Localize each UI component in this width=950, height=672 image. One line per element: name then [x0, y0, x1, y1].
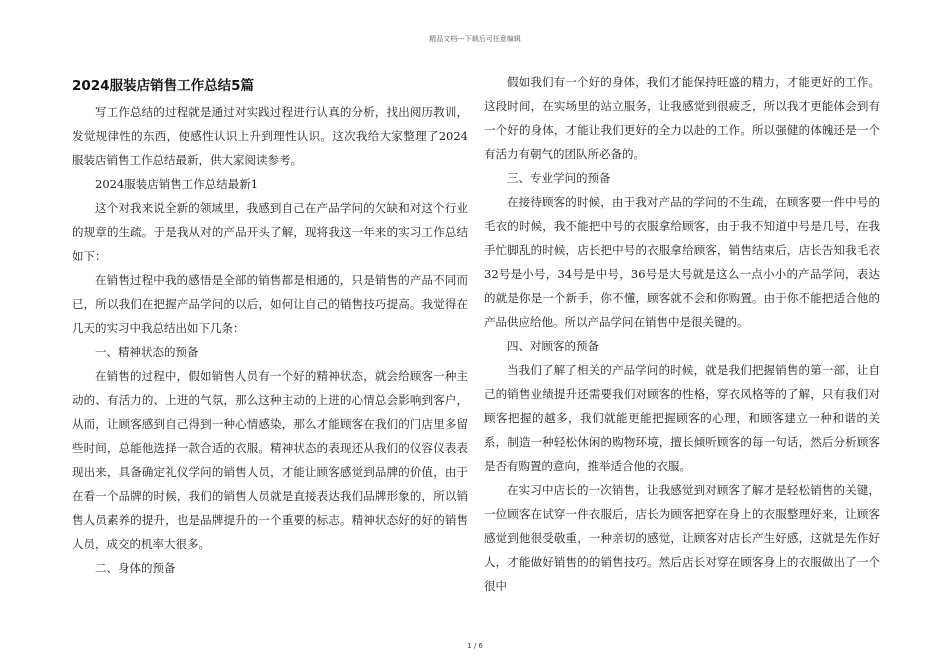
body-paragraph: 假如我们有一个好的身体，我们才能保持旺盛的精力，才能更好的工作。这段时间，在实场里的站立服务，让我感觉到很疲乏，所以我才更能体会到有一个好的身体，才能让我们更好的全力以赴的工作。所以强健的体魄还是一个有活力有朝气的团队所必备的。 — [484, 75, 880, 161]
page-header: 精品文档---下载后可任意编辑 — [429, 35, 521, 43]
section-heading: 二、身体的预备 — [95, 561, 176, 575]
section-heading: 三、专业学问的预备 — [507, 171, 611, 185]
left-column — [72, 70, 468, 580]
section-heading: 四、对顾客的预备 — [507, 339, 599, 353]
body-paragraph: 在销售的过程中，假如销售人员有一个好的精神状态，就会给顾客一种主动的、有活力的、上进的气氛，那么这种主动的上进的心情总会影响到客户，从而，让顾客感到自己得到一种心情感染，那么才能顾客在我们的门店里多留些时间，总能他选择一款合适的衣服。精神状态的表现还从我们的仪容仪表表现出来，具备确定礼仪学问的销售人员，才能让顾客感觉到品牌的价值，由于在看一个品牌的时候，我们的销售人员就是直接表达我们品牌形象的，所以销售人员素养的提升，也是品牌提升的一个重要的标志。精神状态好的好的销售人员，成交的机率大很多。 — [72, 369, 468, 551]
right-column — [484, 70, 880, 598]
intro-paragraph: 写工作总结的过程就是通过对实践过程进行认真的分析，找出阅历教训，发觉规律性的东西，使感性认识上升到理性认识。这次我给大家整理了2024服装店销售工作总结最新，供大家阅读参考。 — [72, 105, 468, 167]
section-heading: 2024服装店销售工作总结最新1 — [95, 177, 259, 191]
page-number: 1 / 6 — [467, 642, 483, 650]
document-title: 2024服装店销售工作总结5篇 — [72, 78, 254, 94]
body-paragraph: 当我们了解了相关的产品学问的时候，就是我们把握销售的第一部，让自己的销售业绩提升还需要我们对顾客的性格，穿衣风格等的了解，只有我们对顾客把握的越多，我们就能更能把握顾客的心理，和顾客建立一种和谐的关系，制造一种轻松休闲的购物环境，擅长倾听顾客的每一句话，然后分析顾客是否有购置的意向，推举适合他的衣服。 — [484, 363, 880, 473]
body-paragraph: 在接待顾客的时候，由于我对产品的学问的不生疏，在顾客要一件中号的毛衣的时候，我不能把中号的衣服拿给顾客，由于我不知道中号是几号，在我手忙脚乱的时候，店长把中号的衣服拿给顾客，销售结束后，店长告知我毛衣32号是小号，34号是中号，36号是大号就是这么一点小小的产品学问，表达的就是你是一个新手，你不懂，顾客就不会和你购置。由于你不能把适合他的产品供应给他。所以产品学问在销售中是很关键的。 — [484, 195, 880, 329]
section-heading: 一、精神状态的预备 — [95, 345, 199, 359]
body-paragraph: 这个对我来说全新的领域里，我感到自己在产品学问的欠缺和对这个行业的规章的生疏。于是我从对的产品开头了解，现将我这一年来的实习工作总结如下： — [72, 201, 468, 263]
body-paragraph: 在实习中店长的一次销售，让我感觉到对顾客了解才是轻松销售的关键，一位顾客在试穿一件衣服后，店长为顾客把穿在身上的衣服整理好来，让顾客感觉到他很受敬重，一种亲切的感觉，让顾客对店长产生好感，这就是先作好人，才能做好销售的的销售技巧。然后店长对穿在顾客身上的衣服做出了一个很中 — [484, 483, 880, 593]
body-paragraph: 在销售过程中我的感悟是全部的销售都是相通的，只是销售的产品不同而已，所以我们在把握产品学问的以后，如何让自己的销售技巧提高。我觉得在几天的实习中我总结出如下几条： — [72, 273, 468, 335]
